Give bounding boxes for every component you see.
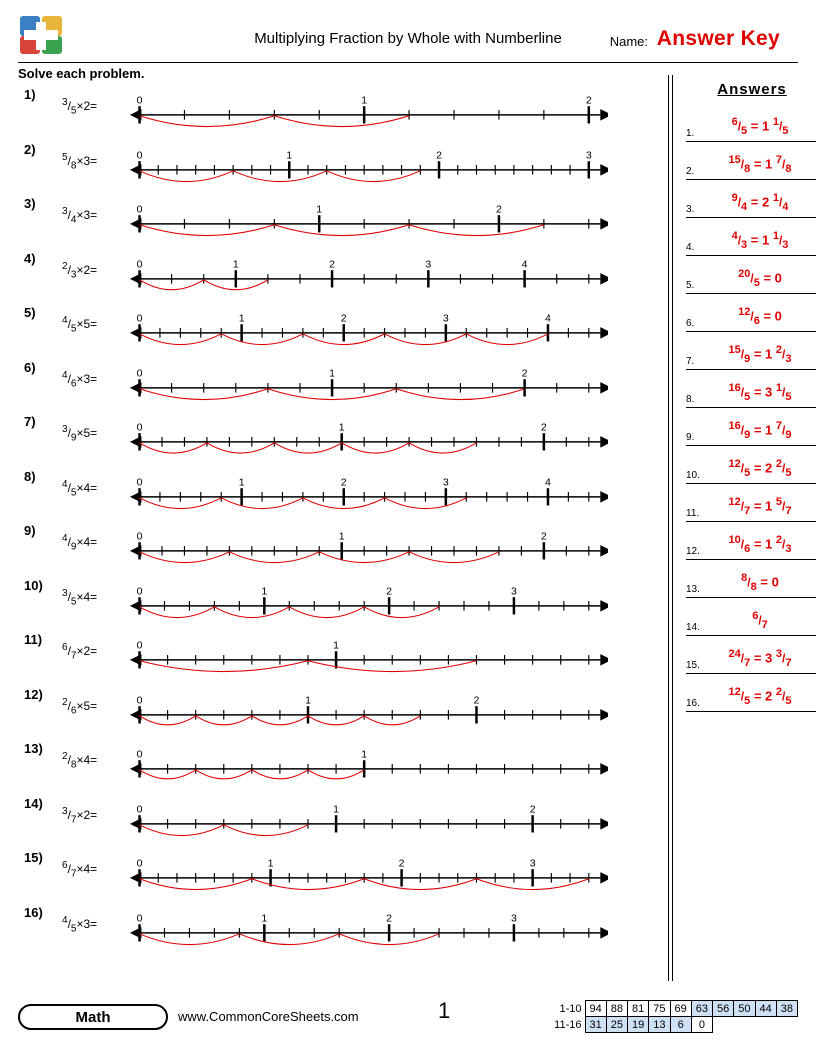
problem-row: [18, 247, 660, 302]
tick-label: 0: [136, 802, 143, 815]
score-cell: 31: [585, 1017, 606, 1033]
tick-label: 0: [136, 312, 143, 325]
jump-arc: [140, 170, 234, 181]
answer-index: 15.: [686, 660, 700, 671]
answer-value: $^{15}/_9 = 1$ $^2/_3$: [728, 344, 792, 365]
problem-row: [18, 192, 660, 247]
problem-number: 12): [24, 686, 43, 702]
tick-label: 1: [238, 312, 245, 325]
score-cell: 38: [776, 1001, 797, 1017]
tick-label: 2: [540, 530, 547, 543]
problem-list: [18, 83, 660, 955]
problem-number: 10): [24, 577, 43, 593]
problem-expression: $^4/_5\times 5=$: [62, 315, 98, 335]
problem-expression: $^2/_6\times 5=$: [62, 696, 98, 716]
jump-arc: [140, 225, 275, 236]
answer-index: 13.: [686, 584, 700, 595]
answer-index: 12.: [686, 546, 700, 557]
problem-row: [18, 683, 660, 738]
tick-label: 2: [340, 475, 347, 488]
problem-expression: $^4/_6\times 3=$: [62, 369, 98, 389]
jump-arc: [140, 443, 207, 453]
problem-number: 6): [24, 359, 36, 375]
score-row: [550, 1017, 797, 1033]
jump-arc: [409, 443, 476, 453]
number-line: [128, 909, 608, 949]
answer-row: [686, 408, 816, 446]
problem-row: [18, 138, 660, 193]
answer-row: [686, 256, 816, 294]
answer-row: [686, 636, 816, 674]
tick-label: 0: [136, 421, 143, 434]
tick-label: 0: [136, 857, 143, 870]
problem-expression: $^4/_9\times 4=$: [62, 533, 98, 553]
header-divider: [18, 62, 798, 63]
tick-label: 1: [261, 911, 268, 924]
tick-label: 1: [333, 802, 340, 815]
number-line: [128, 800, 608, 840]
number-line: [128, 309, 608, 349]
tick-label: 4: [545, 312, 551, 325]
score-cell: 88: [606, 1001, 627, 1017]
jump-arc: [409, 225, 544, 236]
problem-expression: $^3/_5\times 4=$: [62, 587, 98, 607]
tick-label: 2: [585, 94, 592, 107]
tick-label: 0: [136, 148, 143, 161]
tick-label: 1: [361, 94, 368, 107]
answer-row: [686, 218, 816, 256]
jump-arc: [207, 443, 274, 453]
number-line: [128, 527, 608, 567]
tick-label: 1: [338, 421, 345, 434]
problem-row: [18, 519, 660, 574]
tick-label: 0: [136, 639, 143, 652]
answer-index: 11.: [686, 508, 700, 519]
answers-heading: Answers: [717, 81, 787, 98]
problem-row: [18, 410, 660, 465]
number-line: [128, 582, 608, 622]
score-cell: 50: [734, 1001, 755, 1017]
problem-number: 15): [24, 850, 43, 865]
answer-value: $^{12}/_6 = 0$: [738, 306, 782, 327]
jump-arc: [214, 606, 289, 617]
number-line: [128, 255, 608, 295]
answer-value: $^{12}/_5 = 2$ $^2/_5$: [728, 458, 792, 479]
number-line: [128, 691, 608, 731]
page-footer: [18, 1000, 798, 1046]
answer-value: $^{12}/_7 = 1$ $^5/_7$: [728, 496, 792, 517]
answer-row: [686, 104, 816, 142]
score-cell: 44: [755, 1001, 776, 1017]
jump-arc: [274, 443, 341, 453]
problem-expression: $^6/_7\times 2=$: [62, 642, 98, 662]
tick-label: 3: [529, 857, 536, 870]
tick-label: 2: [340, 312, 347, 325]
number-line: [128, 364, 608, 404]
page-number: 1: [438, 998, 451, 1023]
jump-arc: [233, 170, 327, 181]
jump-arc: [140, 824, 224, 835]
tick-label: 1: [232, 257, 239, 270]
tick-label: 0: [136, 203, 143, 216]
tick-label: 0: [136, 693, 143, 706]
tick-label: 0: [136, 257, 143, 270]
answer-index: 8.: [686, 394, 695, 405]
score-cell: 81: [628, 1001, 649, 1017]
jump-arc: [342, 443, 409, 453]
problem-number: 5): [24, 305, 36, 320]
tick-label: 3: [442, 312, 449, 325]
number-line: [128, 200, 608, 240]
tick-label: 1: [305, 693, 311, 706]
problem-number: 16): [24, 904, 43, 920]
tick-label: 2: [521, 366, 528, 379]
answer-row: [686, 674, 816, 712]
number-line: [128, 473, 608, 513]
number-line: [128, 91, 608, 131]
problem-number: 8): [24, 468, 36, 484]
answer-value: $^4/_3 = 1$ $^1/_3$: [731, 230, 789, 251]
problem-expression: $^4/_5\times 3=$: [62, 914, 98, 934]
answer-row: [686, 598, 816, 636]
tick-label: 1: [333, 639, 340, 652]
number-line: [128, 745, 608, 785]
tick-label: 3: [510, 911, 517, 924]
answer-row: [686, 522, 816, 560]
tick-label: 3: [510, 584, 517, 597]
tick-label: 0: [136, 584, 143, 597]
score-cell: 94: [585, 1001, 606, 1017]
answer-value: $^9/_4 = 2$ $^1/_4$: [731, 192, 789, 213]
jump-arc: [140, 606, 215, 617]
score-cell: 25: [606, 1017, 627, 1033]
tick-label: 0: [136, 748, 143, 761]
problem-number: 2): [24, 141, 36, 157]
score-cell: 63: [691, 1001, 712, 1017]
jump-arc: [289, 606, 364, 617]
problem-expression: $^6/_7\times 4=$: [62, 860, 98, 880]
answers-column: [686, 81, 816, 712]
tick-label: 1: [267, 857, 274, 870]
jump-arc: [140, 116, 275, 127]
problem-expression: $^2/_8\times 4=$: [62, 751, 98, 771]
tick-label: 1: [286, 148, 293, 161]
tick-label: 3: [442, 475, 449, 488]
problem-number: 9): [24, 523, 36, 538]
answer-row: [686, 332, 816, 370]
tick-label: 2: [329, 257, 336, 270]
problem-row: [18, 574, 660, 629]
number-line: [128, 854, 608, 894]
site-url: www.CommonCoreSheets.com: [178, 1009, 359, 1024]
problem-number: 3): [24, 196, 36, 211]
tick-label: 0: [136, 911, 143, 924]
answer-index: 10.: [686, 470, 700, 481]
tick-label: 1: [261, 584, 268, 597]
problem-expression: $^3/_5\times 2=$: [62, 97, 98, 117]
jump-arc: [274, 116, 409, 127]
answer-key-badge: Answer Key: [656, 27, 780, 50]
answer-index: 7.: [686, 356, 695, 367]
answer-index: 2.: [686, 166, 695, 177]
number-line: [128, 418, 608, 458]
problem-number: 11): [24, 632, 43, 647]
tick-label: 2: [496, 203, 502, 216]
column-divider-left: [668, 75, 669, 981]
answer-value: $^8/_8 = 0$: [741, 572, 779, 593]
jump-arc: [274, 225, 409, 236]
tick-label: 0: [136, 366, 143, 379]
score-cell: 56: [713, 1001, 734, 1017]
problem-number: 7): [24, 414, 36, 429]
tick-label: 2: [529, 802, 536, 815]
tick-label: 2: [540, 421, 547, 434]
problem-number: 14): [24, 795, 43, 811]
score-table: [550, 1000, 798, 1033]
problem-expression: $^5/_8\times 3=$: [62, 151, 98, 171]
tick-label: 2: [386, 584, 393, 597]
problem-row: [18, 737, 660, 792]
tick-label: 1: [338, 530, 345, 543]
answer-row: [686, 142, 816, 180]
problem-row: [18, 628, 660, 683]
tick-label: 2: [398, 857, 405, 870]
answer-index: 1.: [686, 128, 695, 139]
jump-arc: [224, 824, 308, 835]
problem-expression: $^3/_4\times 3=$: [62, 206, 98, 226]
subject-badge: Math: [18, 1004, 168, 1030]
tick-label: 2: [473, 693, 480, 706]
tick-label: 3: [585, 148, 592, 161]
tick-label: 1: [316, 203, 323, 216]
jump-arc: [364, 606, 439, 617]
tick-label: 1: [238, 475, 245, 488]
jump-arc: [327, 170, 421, 181]
answer-value: $^{15}/_8 = 1$ $^7/_8$: [728, 154, 792, 175]
tick-label: 2: [436, 148, 442, 161]
answer-row: [686, 484, 816, 522]
answer-value: $^{16}/_9 = 1$ $^7/_9$: [728, 420, 792, 441]
number-line: [128, 636, 608, 676]
tick-label: 2: [386, 911, 393, 924]
problem-expression: $^2/_3\times 2=$: [62, 260, 98, 280]
score-cell: 19: [628, 1017, 649, 1033]
number-line: [128, 146, 608, 186]
score-cell: 0: [691, 1017, 712, 1033]
score-range-label: 1-10: [559, 1002, 582, 1015]
answer-row: [686, 180, 816, 218]
answer-index: 4.: [686, 242, 695, 253]
answer-value: $^{20}/_5 = 0$: [738, 268, 782, 289]
answer-index: 6.: [686, 318, 695, 329]
answer-row: [686, 446, 816, 484]
answer-row: [686, 560, 816, 598]
tick-label: 4: [545, 475, 551, 488]
problem-expression: $^3/_9\times 5=$: [62, 424, 98, 444]
problem-number: 13): [24, 741, 43, 756]
tick-label: 0: [136, 530, 143, 543]
worksheet-body: [18, 81, 798, 981]
tick-label: 3: [425, 257, 432, 270]
answer-index: 3.: [686, 204, 695, 215]
answer-index: 14.: [686, 622, 700, 633]
problem-row: [18, 301, 660, 356]
problem-row: [18, 465, 660, 520]
answer-value: $^6/_5 = 1$ $^1/_5$: [731, 116, 789, 137]
problem-expression: $^4/_5\times 4=$: [62, 478, 98, 498]
problem-number: 4): [24, 250, 36, 266]
problem-row: [18, 356, 660, 411]
page-title: Multiplying Fraction by Whole with Numberline: [254, 30, 562, 47]
tick-label: 4: [521, 257, 528, 270]
problem-number: 1): [24, 87, 36, 102]
score-cell: 69: [670, 1001, 691, 1017]
answer-value: $^{24}/_7 = 3$ $^3/_7$: [728, 648, 792, 669]
answer-row: [686, 370, 816, 408]
score-cell: 6: [670, 1017, 691, 1033]
problem-row: [18, 846, 660, 901]
answer-value: $^6/_7$: [752, 610, 768, 631]
tick-label: 0: [136, 94, 143, 107]
answer-row: [686, 294, 816, 332]
column-divider-right: [672, 75, 673, 981]
score-row: [550, 1001, 797, 1017]
instruction-text: Solve each problem.: [18, 66, 145, 81]
page-header: [18, 14, 798, 60]
answer-value: $^{16}/_5 = 3$ $^1/_5$: [728, 382, 792, 403]
tick-label: 1: [329, 366, 336, 379]
problem-row: [18, 792, 660, 847]
answer-index: 16.: [686, 698, 700, 709]
answer-value: $^{10}/_6 = 1$ $^2/_3$: [728, 534, 792, 555]
answer-value: $^{12}/_5 = 2$ $^2/_5$: [728, 686, 792, 707]
problem-row: [18, 83, 660, 138]
score-range-label: 11-16: [554, 1018, 582, 1031]
name-label: Name:: [609, 34, 648, 49]
answer-index: 5.: [686, 280, 695, 291]
answer-index: 9.: [686, 432, 695, 443]
score-cell: 13: [649, 1017, 670, 1033]
problem-row: [18, 901, 660, 956]
problem-expression: $^3/_7\times 2=$: [62, 805, 98, 825]
tick-label: 0: [136, 475, 143, 488]
score-cell: 75: [649, 1001, 670, 1017]
tick-label: 1: [361, 748, 368, 761]
